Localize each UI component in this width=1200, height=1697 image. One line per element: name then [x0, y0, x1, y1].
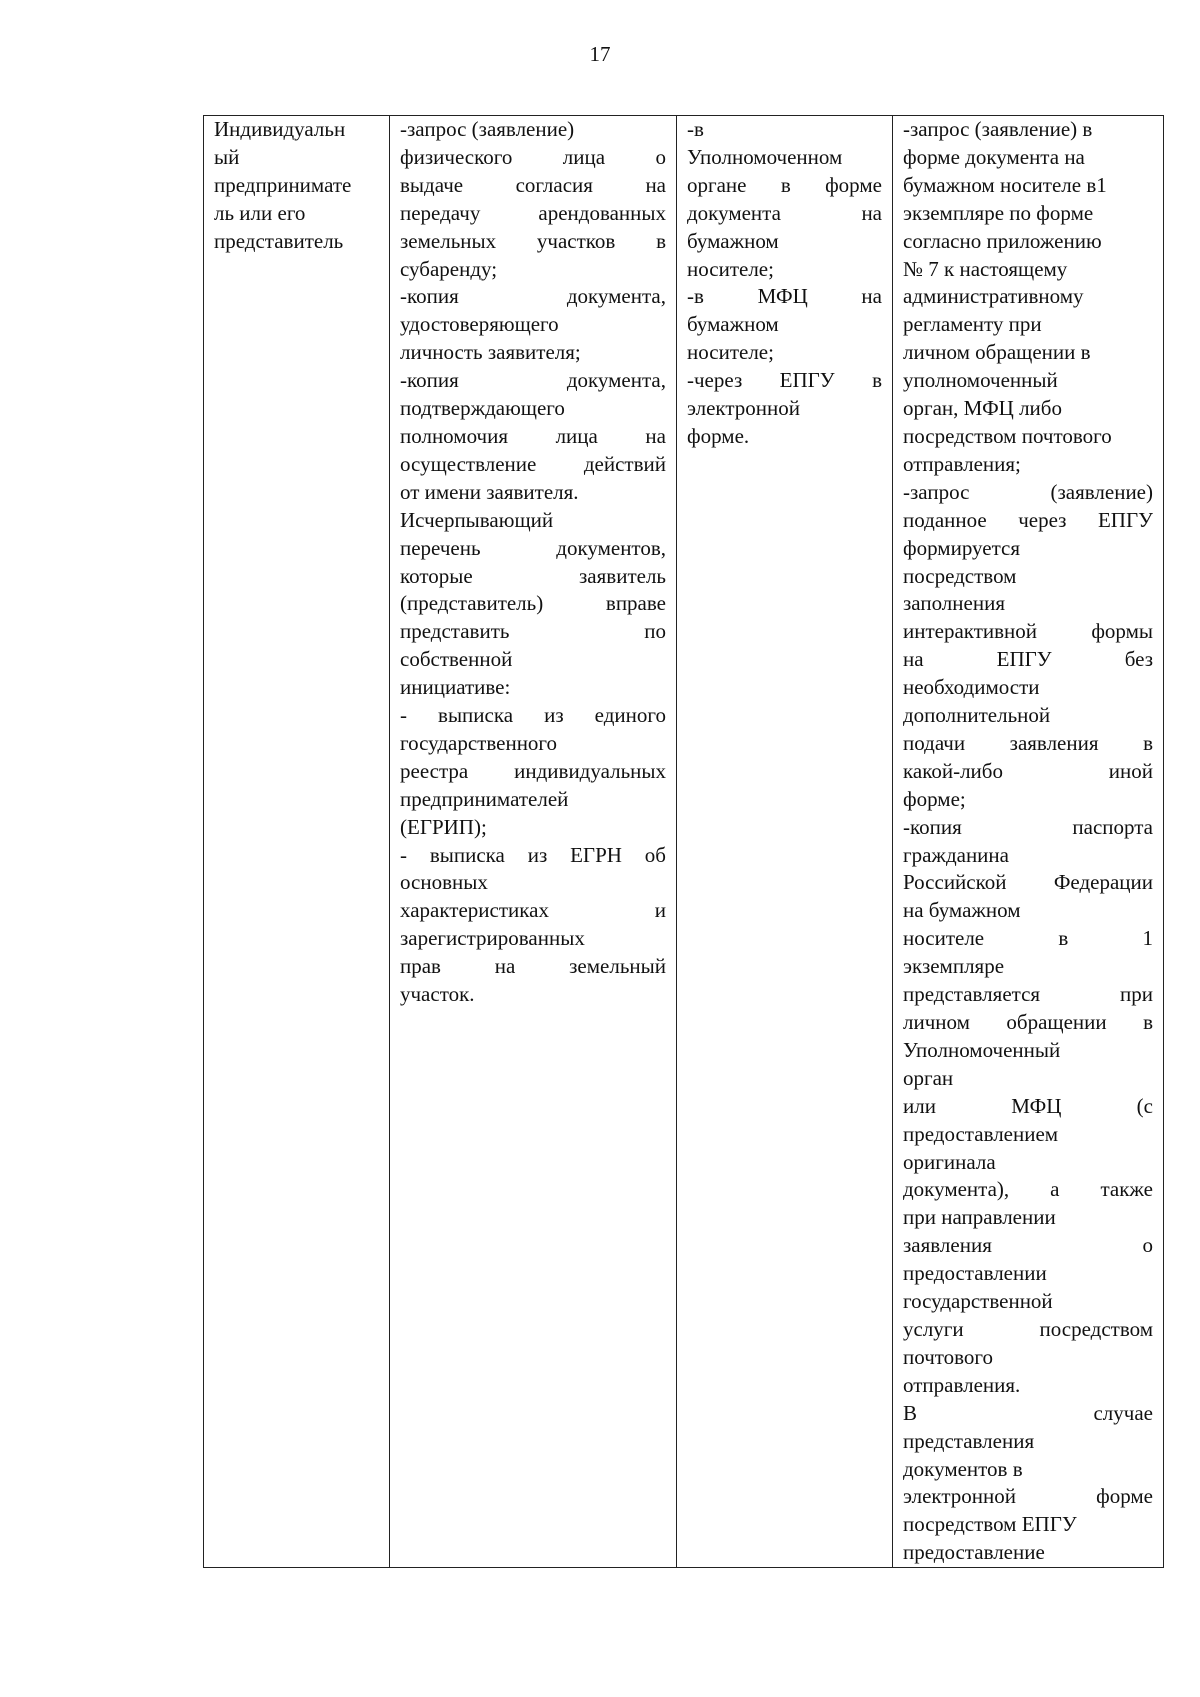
cell-line: форме. — [687, 423, 750, 448]
cell-line: экземпляре — [903, 954, 1005, 979]
word: на — [903, 647, 924, 672]
cell-line: документов в — [903, 1456, 1023, 1481]
word: при — [1120, 982, 1153, 1007]
cell-line: орган — [903, 1065, 954, 1090]
word: передачу — [400, 200, 481, 225]
word: иной — [1108, 758, 1153, 783]
word: Российской — [903, 870, 1007, 895]
cell-line — [400, 144, 666, 172]
word: в — [1143, 730, 1153, 755]
word: (заявление) — [1050, 479, 1153, 504]
cell-line: подтверждающего — [400, 396, 565, 421]
cell-line: оригинала — [903, 1149, 996, 1174]
word: документа — [687, 200, 781, 225]
cell-line: отправления. — [903, 1372, 1021, 1397]
cell-line — [903, 507, 1153, 535]
word: реестра — [400, 758, 469, 783]
cell-line — [400, 897, 666, 925]
cell-line — [903, 1093, 1153, 1121]
cell-line — [687, 367, 882, 395]
word: также — [1100, 1177, 1153, 1202]
word: представляется — [903, 982, 1041, 1007]
cell-line: -запрос (заявление) — [400, 117, 575, 141]
word: вправе — [605, 591, 666, 616]
cell-line — [903, 869, 1153, 897]
word: форме — [1096, 1484, 1153, 1509]
cell-line: дополнительной — [903, 703, 1051, 728]
word: - — [400, 703, 407, 728]
word: -в — [687, 284, 704, 309]
cell-line — [400, 228, 666, 256]
cell-line: предоставление — [903, 1540, 1045, 1565]
cell-line: Уполномоченный — [903, 1037, 1061, 1062]
word: поданное — [903, 507, 987, 532]
word: формы — [1091, 619, 1153, 644]
word: (с — [1136, 1093, 1153, 1118]
cell-line — [400, 535, 666, 563]
cell-line: ый — [214, 144, 240, 169]
cell-line: уполномоченный — [903, 368, 1058, 393]
word: арендованных — [538, 200, 666, 225]
word: выдаче — [400, 172, 464, 197]
cell-line — [903, 1176, 1153, 1204]
word: - — [400, 842, 407, 867]
cell-line — [400, 758, 666, 786]
cell-line — [903, 981, 1153, 1009]
word: согласия — [515, 172, 593, 197]
cell-line: гражданина — [903, 842, 1009, 867]
word: документа, — [566, 284, 666, 309]
word: осуществление — [400, 451, 537, 476]
cell-line: -запрос (заявление) в — [903, 117, 1093, 141]
cell-line: предпринимателей — [400, 786, 569, 811]
word: на — [645, 172, 666, 197]
applicant-cell — [204, 116, 390, 1568]
word: обращении — [1006, 1010, 1107, 1034]
cell-line: № 7 к настоящему — [903, 256, 1068, 281]
word: ЕПГУ — [1097, 507, 1153, 532]
cell-line — [400, 283, 666, 311]
cell-line: согласно приложению — [903, 228, 1102, 253]
cell-line — [400, 563, 666, 591]
documents-cell — [390, 116, 677, 1568]
word: -копия — [903, 814, 962, 839]
word: В — [903, 1400, 918, 1425]
cell-line — [903, 758, 1153, 786]
word: на — [645, 423, 666, 448]
cell-line: личном обращении в — [903, 340, 1091, 365]
cell-line — [400, 172, 666, 200]
cell-line: участок. — [400, 982, 475, 1007]
word: носителе — [903, 926, 985, 951]
cell-line: инициативе: — [400, 675, 511, 700]
cell-line — [400, 953, 666, 981]
cell-line — [400, 590, 666, 618]
cell-line: удостоверяющего — [400, 312, 559, 337]
word: полномочия — [400, 423, 508, 448]
word: заявитель — [579, 563, 666, 588]
word: физического — [400, 144, 513, 169]
word: выписка — [438, 703, 514, 728]
cell-line — [903, 1400, 1153, 1428]
page-number: 17 — [589, 42, 611, 66]
cell-line — [400, 200, 666, 228]
cell-line: государственной — [903, 1289, 1053, 1314]
cell-line: предпринимате — [214, 172, 352, 197]
word: документов, — [556, 535, 666, 560]
word: МФЦ — [757, 284, 808, 309]
word: ЕПГУ — [996, 647, 1052, 672]
cell-line: -в — [687, 117, 704, 141]
cell-line: почтового — [903, 1344, 994, 1369]
word: в — [872, 368, 882, 393]
cell-line: посредством ЕПГУ — [903, 1512, 1077, 1537]
word: из — [544, 703, 564, 728]
word: -запрос — [903, 479, 970, 504]
cell-line — [903, 646, 1153, 674]
table-row — [204, 116, 1164, 1568]
cell-line: бумажном носителе в1 — [903, 172, 1107, 197]
cell-line: личность заявителя; — [400, 340, 581, 365]
cell-line: на бумажном — [903, 898, 1021, 923]
cell-line — [903, 1316, 1153, 1344]
cell-line: зарегистрированных — [400, 926, 585, 951]
cell-line: необходимости — [903, 675, 1040, 700]
word: о — [1142, 1233, 1153, 1258]
cell-line: форме документа на — [903, 144, 1085, 169]
cell-line: отправления; — [903, 451, 1021, 476]
word: 1 — [1142, 926, 1153, 951]
cell-line — [903, 1009, 1153, 1037]
cell-line: административному — [903, 284, 1084, 309]
word: какой-либо — [903, 758, 1003, 783]
cell-line — [400, 423, 666, 451]
cell-line — [400, 367, 666, 395]
cell-line: ль или его — [214, 200, 306, 225]
word: ЕГРН — [570, 842, 622, 867]
word: -копия — [400, 284, 459, 309]
word: выписка — [429, 842, 505, 867]
cell-line: собственной — [400, 647, 513, 672]
word: МФЦ — [1011, 1093, 1062, 1118]
word: лица — [562, 144, 606, 169]
word: в — [1143, 1010, 1153, 1034]
cell-line — [903, 1483, 1153, 1511]
word: в — [780, 172, 791, 197]
cell-line: Исчерпывающий — [400, 507, 554, 532]
word: через — [1018, 507, 1067, 532]
word: услуги — [903, 1316, 964, 1341]
cell-line: формируется — [903, 535, 1020, 560]
word: заявления — [903, 1233, 992, 1258]
cell-line: заполнения — [903, 591, 1005, 616]
word: по — [644, 619, 666, 644]
word: единого — [594, 703, 666, 728]
word: и — [654, 898, 666, 923]
cell-line — [687, 283, 882, 311]
cell-line: представления — [903, 1428, 1035, 1453]
cell-line: бумажном — [687, 228, 779, 253]
word: на — [861, 200, 882, 225]
word: в — [1058, 926, 1069, 951]
cell-line — [903, 925, 1153, 953]
word: характеристиках — [400, 898, 549, 923]
word: интерактивной — [903, 619, 1038, 644]
cell-line — [687, 200, 882, 228]
cell-line: государственного — [400, 730, 558, 755]
cell-line: при направлении — [903, 1205, 1056, 1230]
word: Федерации — [1053, 870, 1153, 895]
cell-line — [903, 814, 1153, 842]
cell-line — [400, 842, 666, 870]
cell-line — [400, 702, 666, 730]
cell-line — [903, 1232, 1153, 1260]
word: земельных — [400, 228, 497, 253]
word: -через — [687, 368, 743, 393]
cell-line: предоставлении — [903, 1261, 1047, 1286]
cell-line: предоставлением — [903, 1121, 1059, 1146]
cell-line: (ЕГРИП); — [400, 814, 487, 839]
cell-line — [903, 618, 1153, 646]
word: прав — [400, 954, 441, 979]
cell-line: посредством почтового — [903, 423, 1112, 448]
word: об — [644, 842, 666, 867]
word: без — [1124, 647, 1153, 672]
word: (представитель) — [400, 591, 544, 616]
word: из — [527, 842, 548, 867]
word: документа, — [566, 368, 666, 393]
cell-line: носителе; — [687, 340, 774, 365]
cell-line — [687, 172, 882, 200]
cell-line: основных — [400, 870, 488, 895]
word: перечень — [400, 535, 481, 560]
word: в — [656, 228, 666, 253]
cell-line — [400, 618, 666, 646]
word: о — [655, 144, 666, 169]
word: случае — [1093, 1400, 1153, 1425]
cell-line: форме; — [903, 786, 966, 811]
services-table — [203, 115, 1164, 1568]
cell-line — [903, 730, 1153, 758]
word: посредством — [1039, 1316, 1153, 1341]
cell-line: представитель — [214, 228, 344, 253]
cell-line — [903, 479, 1153, 507]
word: на — [494, 954, 516, 979]
word: участков — [536, 228, 616, 253]
cell-line: экземпляре по форме — [903, 200, 1094, 225]
cell-line: носителе; — [687, 256, 774, 281]
cell-line: электронной — [687, 396, 801, 421]
submission-methods-cell — [677, 116, 893, 1568]
word: подачи — [903, 730, 966, 755]
word: на — [861, 284, 882, 309]
word: а — [1050, 1177, 1060, 1202]
word: лица — [555, 423, 598, 448]
word: паспорта — [1072, 814, 1153, 839]
word: которые — [400, 563, 473, 588]
word: документа), — [903, 1177, 1010, 1202]
cell-line: Индивидуальн — [214, 117, 346, 141]
word: электронной — [903, 1484, 1017, 1509]
word: или — [903, 1093, 936, 1118]
word: ЕПГУ — [779, 368, 835, 393]
word: личном — [903, 1010, 970, 1034]
cell-line: посредством — [903, 563, 1017, 588]
word: заявления — [1009, 730, 1099, 755]
word: -копия — [400, 368, 459, 393]
word: представить — [400, 619, 510, 644]
word: действий — [583, 451, 666, 476]
cell-line: субаренду; — [400, 256, 498, 281]
cell-line: от имени заявителя. — [400, 479, 579, 504]
requirements-cell — [893, 116, 1164, 1568]
word: земельный — [569, 954, 666, 979]
cell-line: регламенту при — [903, 312, 1042, 337]
cell-line: орган, МФЦ либо — [903, 396, 1062, 421]
word: органе — [687, 172, 747, 197]
word: индивидуальных — [514, 758, 666, 783]
cell-line: Уполномоченном — [687, 144, 843, 169]
word: форме — [825, 172, 882, 197]
cell-line: бумажном — [687, 312, 779, 337]
cell-line — [400, 451, 666, 479]
